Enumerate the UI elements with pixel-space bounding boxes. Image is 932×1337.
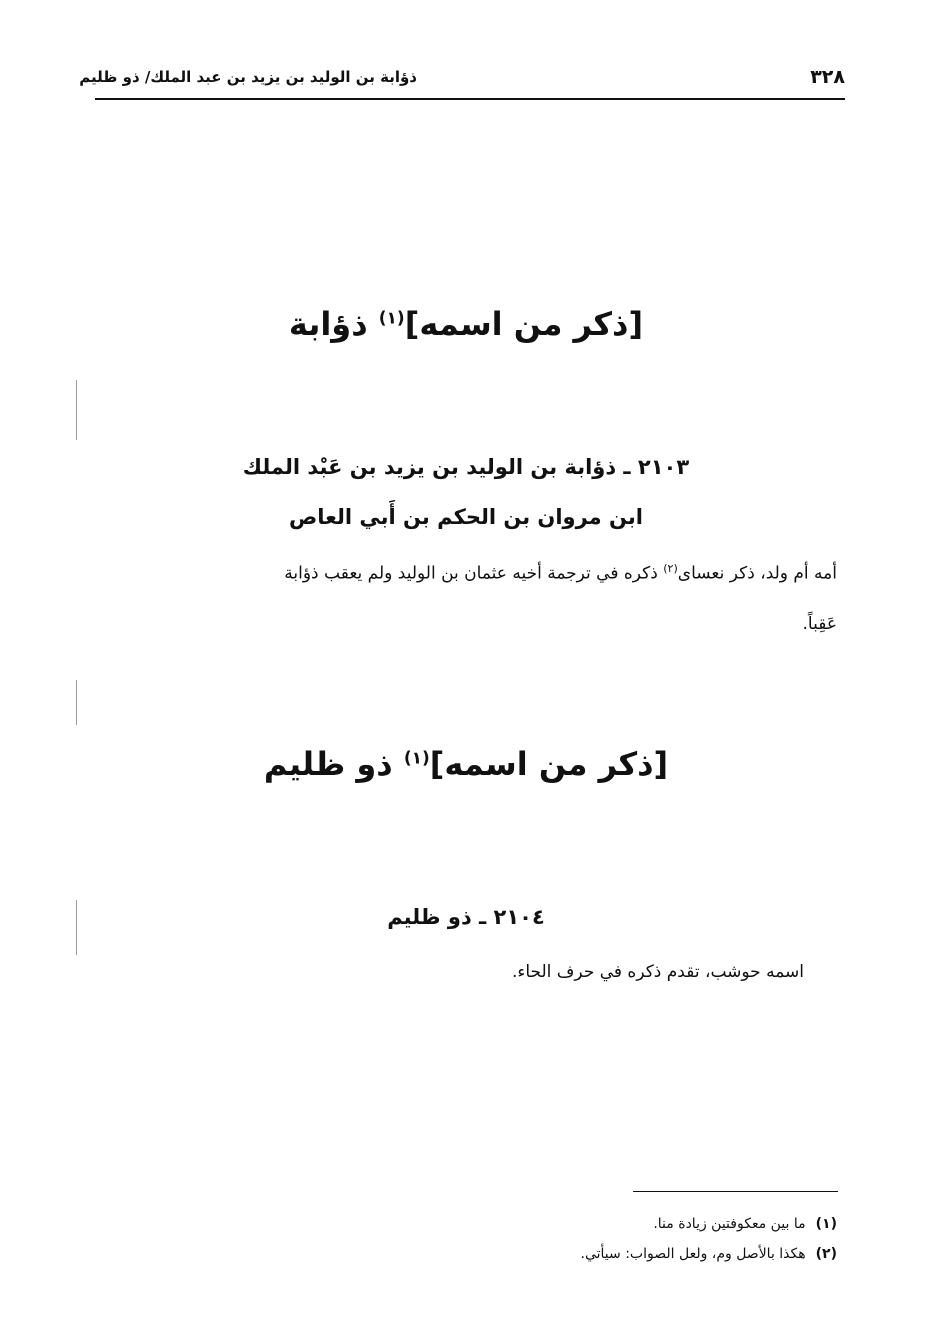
body-text: ذكره في ترجمة أخيه عثمان بن الوليد ولم يعقب ذؤابة — [284, 563, 658, 584]
running-header — [79, 66, 845, 94]
scan-mark — [76, 680, 77, 725]
section-heading-label: [ذكر من اسمه] — [429, 745, 669, 783]
section-heading-name: ذؤابة — [288, 305, 368, 343]
footnote-item — [581, 1246, 837, 1262]
header-rule — [95, 98, 845, 100]
page-number: ٣٢٨ — [810, 66, 845, 88]
footnote-text: هكذا بالأصل وم، ولعل الصواب: سيأتي. — [580, 1246, 806, 1262]
entry-body-line: عَقِباً. — [802, 614, 837, 634]
entry-body-line — [284, 562, 837, 584]
footnote-ref: (٢) — [663, 562, 678, 575]
footnote-ref: (١) — [378, 308, 405, 329]
section-heading-name: ذو ظليم — [263, 745, 393, 783]
section-heading — [0, 745, 932, 783]
section-heading-label: [ذكر من اسمه] — [404, 305, 644, 343]
running-title: ذؤابة بن الوليد بن يزيد بن عبد الملك/ ذو ظليم — [79, 68, 417, 86]
scan-mark — [76, 380, 77, 440]
footnote-mark: (٢) — [815, 1246, 837, 1262]
entry-title-line: ٢١٠٤ ـ ذو ظليم — [387, 905, 545, 929]
footnote-rule — [633, 1191, 838, 1192]
entry-title-line: ابن مروان بن الحكم بن أَبي العاص — [289, 505, 643, 529]
body-text: أمه أم ولد، ذكر نعسای — [677, 563, 837, 584]
scan-mark — [76, 900, 77, 955]
section-heading — [0, 305, 932, 343]
footnote-text: ما بين معكوفتين زيادة منا. — [653, 1216, 806, 1232]
footnote-mark: (١) — [815, 1216, 837, 1232]
entry-title-line: ٢١٠٣ ـ ذؤابة بن الوليد بن يزيد بن عَبْد الملك — [242, 455, 690, 479]
footnote-item — [653, 1216, 837, 1232]
entry-body-line: اسمه حوشب، تقدم ذكره في حرف الحاء. — [511, 962, 804, 982]
footnote-ref: (١) — [403, 748, 430, 769]
